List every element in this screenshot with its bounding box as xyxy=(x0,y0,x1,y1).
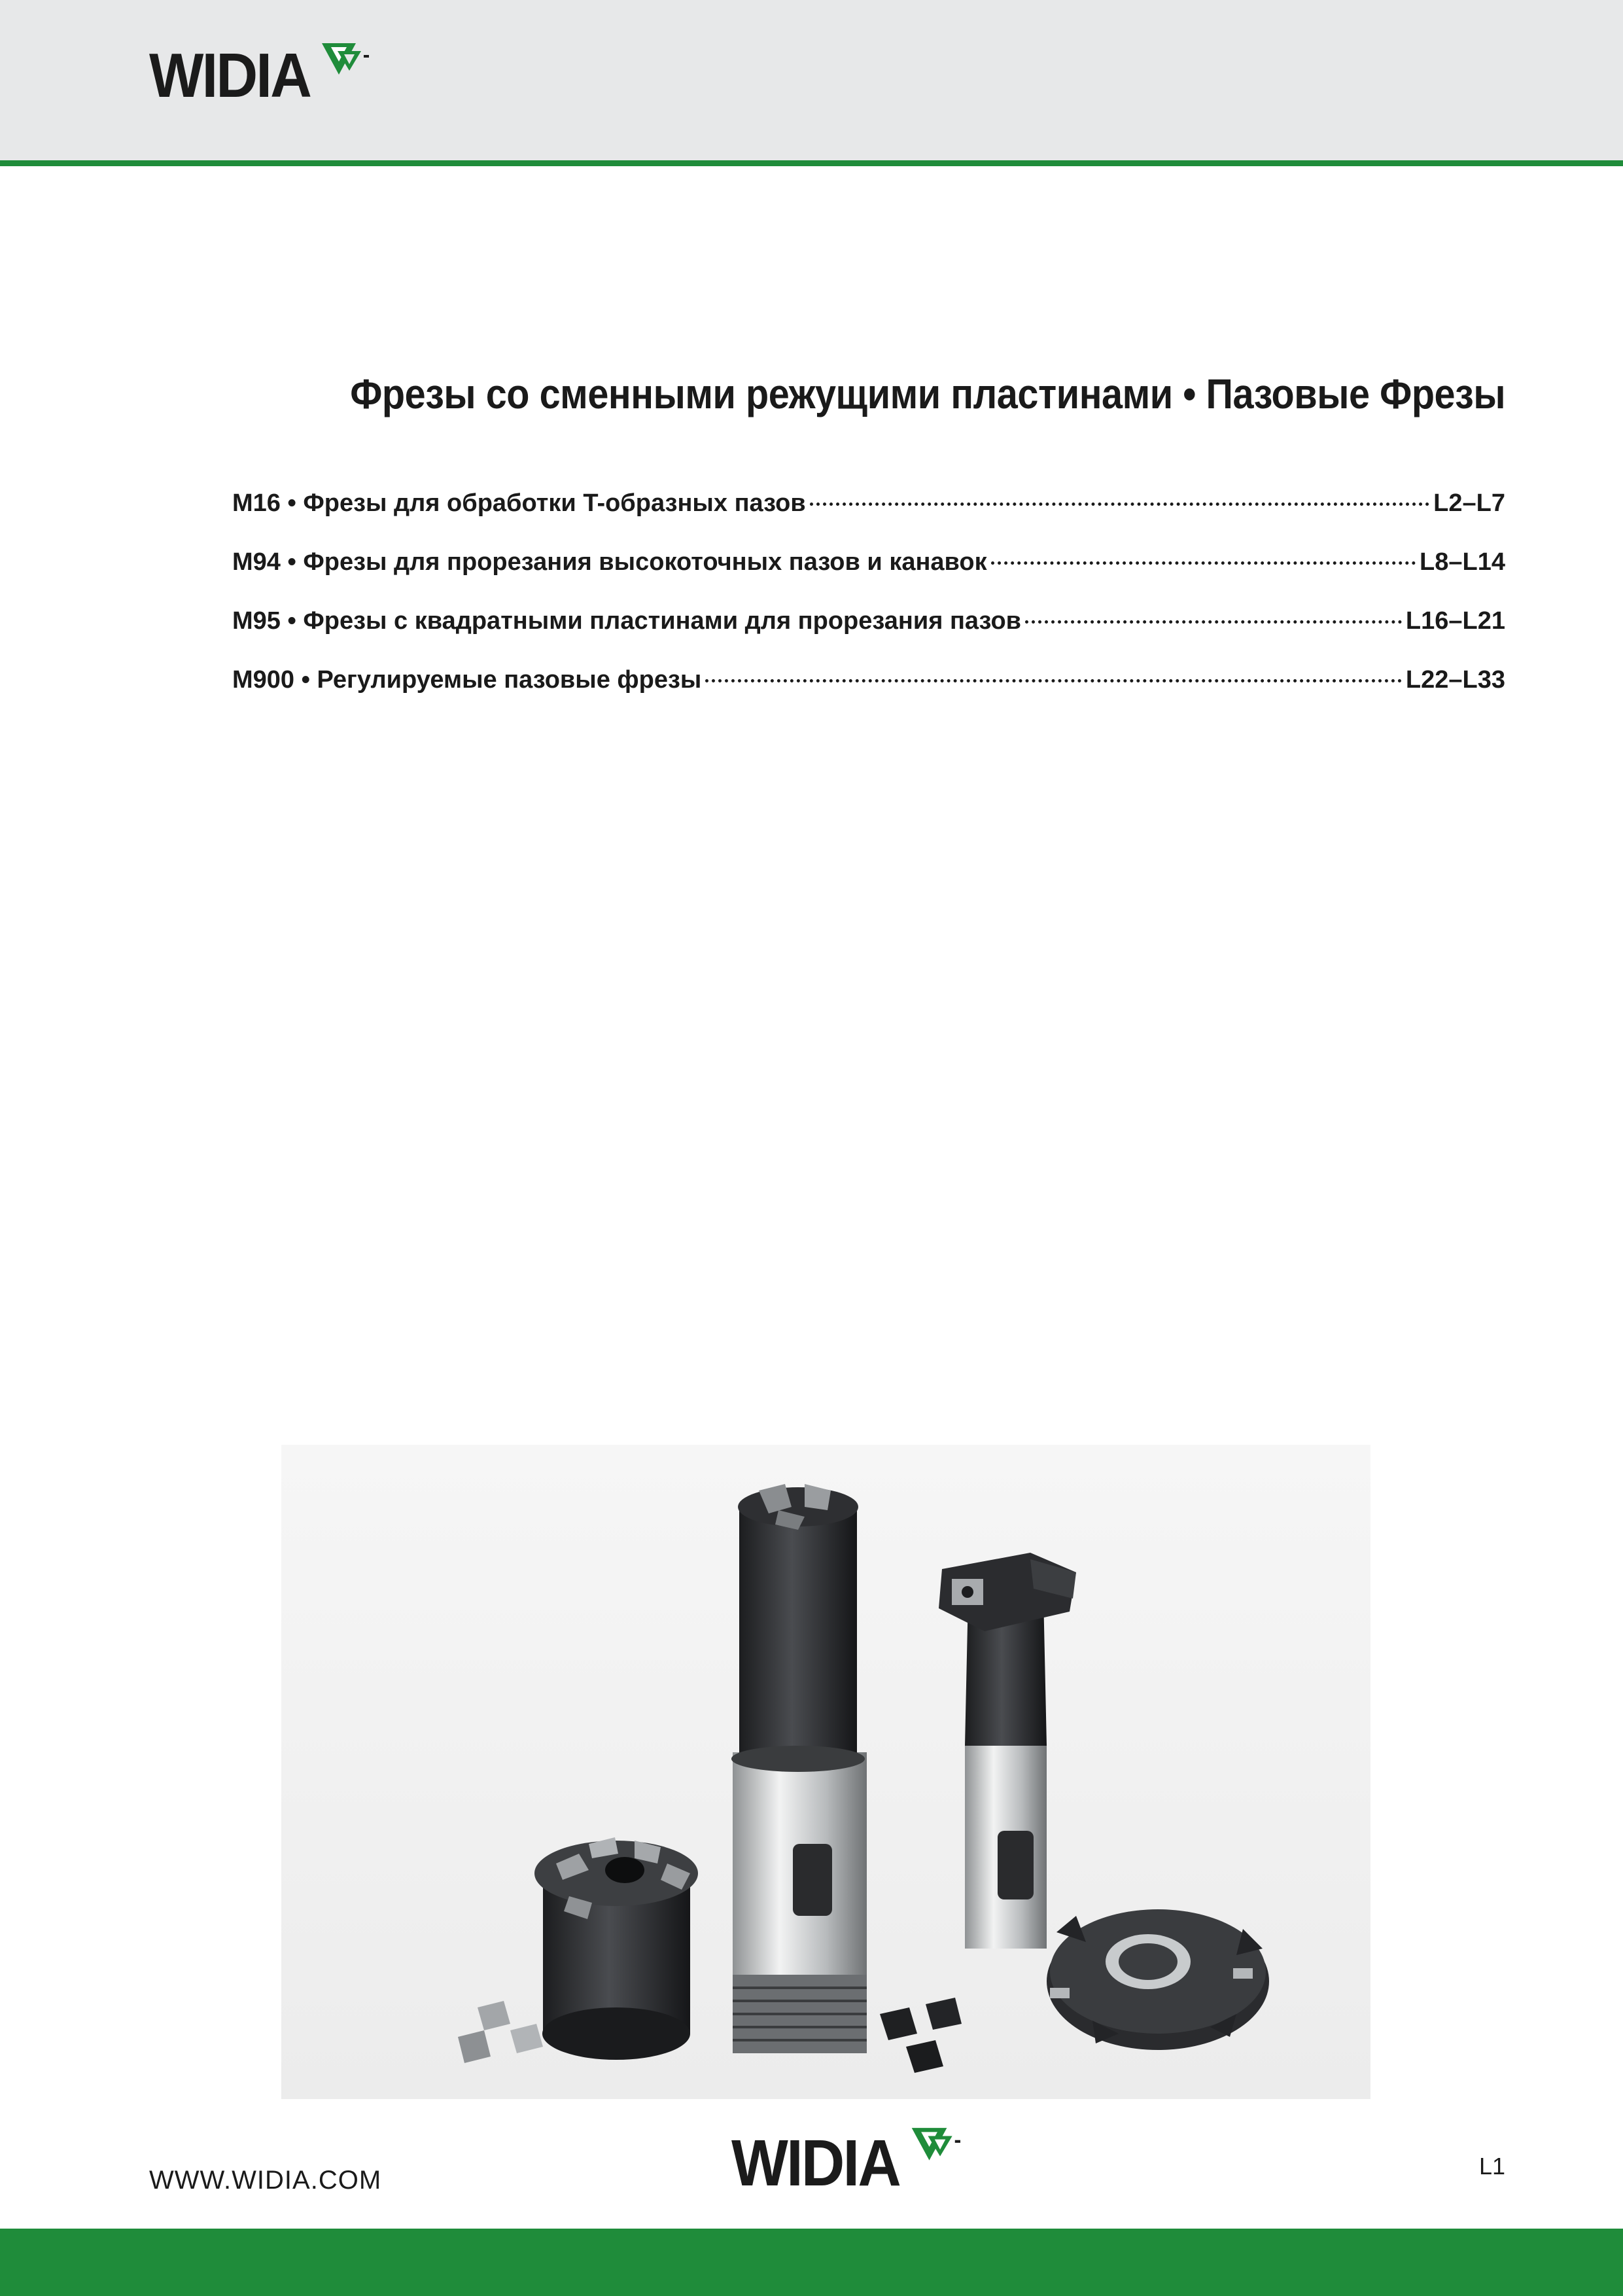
toc-entry-m94[interactable]: M94 • Фрезы для прорезания высокоточных пазов и канавок L8–L14 xyxy=(232,548,1505,576)
toc-entry-code: M94 xyxy=(232,548,281,576)
footer-url[interactable]: WWW.WIDIA.COM xyxy=(149,2166,382,2195)
header-logo xyxy=(149,41,375,111)
page-title: Фрезы со сменными режущими пластинами • Пазовые Фрезы xyxy=(350,370,1505,417)
footer-logo xyxy=(731,2127,968,2200)
toc-entry-text: Фрезы для прорезания высокоточных пазов и канавок xyxy=(303,548,987,576)
toc-entry-code: M95 xyxy=(232,607,281,635)
toc-entry-m900[interactable]: M900 • Регулируемые пазовые фрезы L22–L33 xyxy=(232,666,1505,694)
page-number: L1 xyxy=(1478,2153,1505,2180)
header-green-rule xyxy=(0,160,1623,166)
tall-slot-cutter xyxy=(731,1484,867,2053)
toc-entry-pages: L2–L7 xyxy=(1433,489,1505,517)
toc-entry-text: Фрезы для обработки T-образных пазов xyxy=(303,489,806,517)
table-of-contents xyxy=(232,489,1505,725)
toc-dot-leader xyxy=(991,561,1416,565)
toc-entry-m95[interactable]: M95 • Фрезы с квадратными пластинами для прорезания пазов L16–L21 xyxy=(232,607,1505,635)
toc-entry-code: M16 xyxy=(232,489,281,517)
shell-slot-cutter xyxy=(534,1837,698,2060)
toc-dot-leader xyxy=(1025,620,1402,624)
footer-logo-text: WIDIA xyxy=(731,2127,900,2200)
disc-slot-cutter xyxy=(1047,1909,1269,2050)
widia-triangle-logo-icon xyxy=(321,41,375,81)
toc-entry-code: M900 xyxy=(232,666,295,694)
header-logo-text: WIDIA xyxy=(149,41,311,111)
widia-triangle-logo-icon xyxy=(910,2125,968,2167)
toc-entry-pages: L16–L21 xyxy=(1405,607,1505,635)
toc-entry-m16[interactable]: M16 • Фрезы для обработки T-образных пазов L2–L7 xyxy=(232,489,1505,517)
milling-cutters-product-photo xyxy=(281,1445,1370,2099)
toc-entry-pages: L22–L33 xyxy=(1405,666,1505,694)
toc-dot-leader xyxy=(810,503,1430,506)
footer-green-band xyxy=(0,2229,1623,2296)
toc-entry-text: Регулируемые пазовые фрезы xyxy=(317,666,702,694)
toc-entry-text: Фрезы с квадратными пластинами для прорезания пазов xyxy=(303,607,1022,635)
toc-entry-pages: L8–L14 xyxy=(1420,548,1505,576)
toc-dot-leader xyxy=(705,679,1402,682)
